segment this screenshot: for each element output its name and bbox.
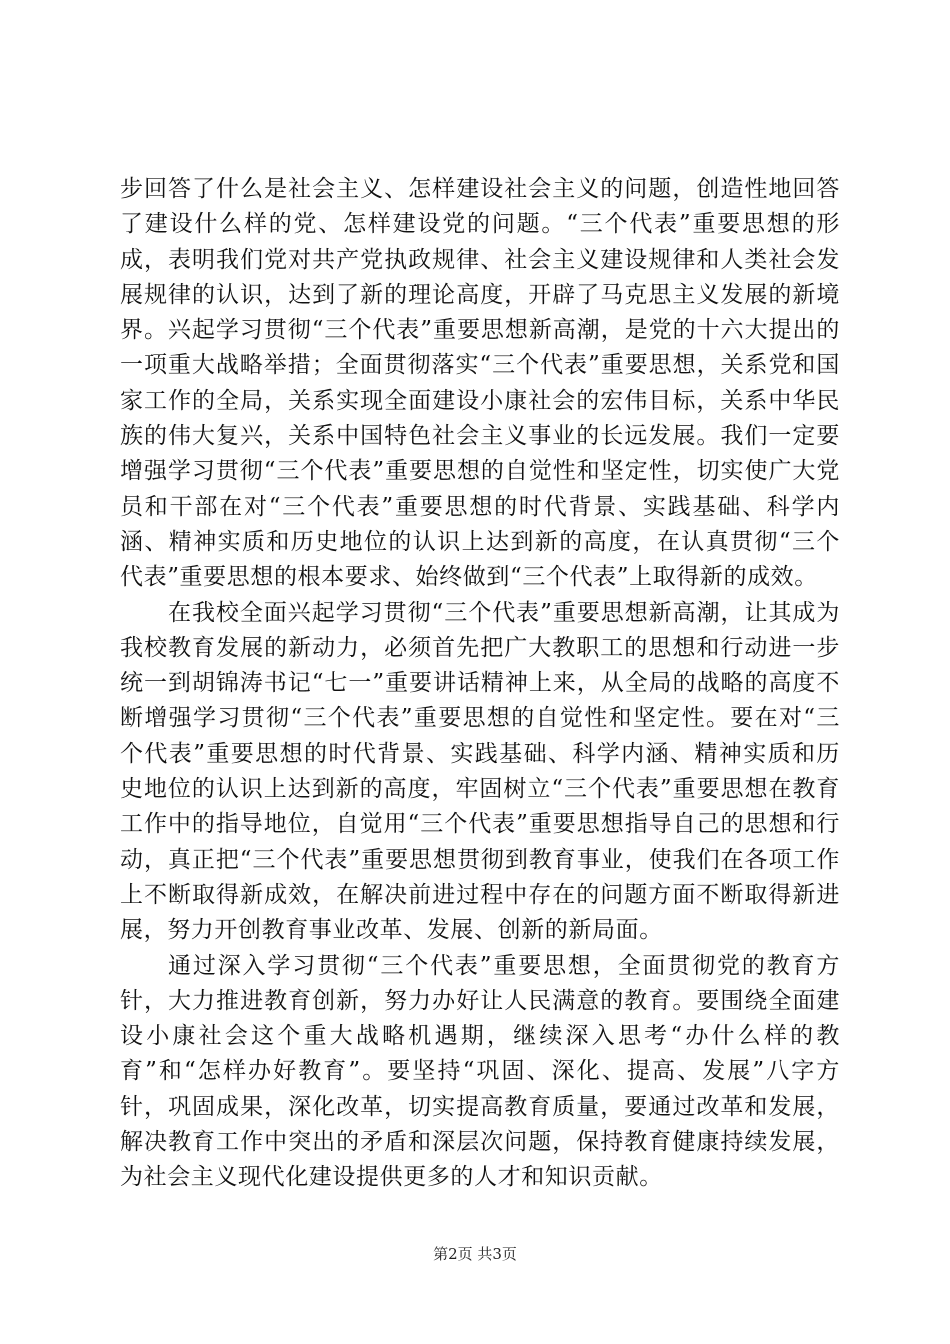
- document-body: [120, 172, 840, 1196]
- paragraph-1: 步回答了什么是社会主义、怎样建设社会主义的问题，创造性地回答了建设什么样的党、怎样建设党的问题。“三个代表”重要思想的形成，表明我们党对共产党执政规律、社会主义建设规律和人类社会发展规律的认识，达到了新的理论高度，开辟了马克思主义发展的新境界。兴起学习贯彻“三个代表”重要思想新高潮，是党的十六大提出的一项重大战略举措；全面贯彻落实“三个代表”重要思想，关系党和国家工作的全局，关系实现全面建设小康社会的宏伟目标，关系中华民族的伟大复兴，关系中国特色社会主义事业的长远发展。我们一定要增强学习贯彻“三个代表”重要思想的自觉性和坚定性，切实使广大党员和干部在对“三个代表”重要思想的时代背景、实践基础、科学内涵、精神实质和历史地位的认识上达到新的高度，在认真贯彻“三个代表”重要思想的根本要求、始终做到“三个代表”上取得新的成效。: [120, 176, 840, 591]
- paragraph-2: 在我校全面兴起学习贯彻“三个代表”重要思想新高潮，让其成为我校教育发展的新动力，必须首先把广大教职工的思想和行动进一步统一到胡锦涛书记“七一”重要讲话精神上来，从全局的战略的高度不断增强学习贯彻“三个代表”重要思想的自觉性和坚定性。要在对“三个代表”重要思想的时代背景、实践基础、科学内涵、精神实质和历史地位的认识上达到新的高度，牢固树立“三个代表”重要思想在教育工作中的指导地位，自觉用“三个代表”重要思想指导自己的思想和行动，真正把“三个代表”重要思想贯彻到教育事业，使我们在各项工作上不断取得新成效，在解决前进过程中存在的问题方面不断取得新进展，努力开创教育事业改革、发展、创新的新局面。: [120, 599, 840, 944]
- paragraph-3: 通过深入学习贯彻“三个代表”重要思想，全面贯彻党的教育方针，大力推进教育创新，努力办好让人民满意的教育。要围绕全面建设小康社会这个重大战略机遇期，继续深入思考“办什么样的教育”和“怎样办好教育”。要坚持“巩固、深化、提高、发展”八字方针，巩固成果，深化改革，切实提高教育质量，要通过改革和发展，解决教育工作中突出的矛盾和深层次问题，保持教育健康持续发展，为社会主义现代化建设提供更多的人才和知识贡献。: [120, 952, 840, 1191]
- page-number-footer: 第2页 共3页: [433, 1245, 517, 1263]
